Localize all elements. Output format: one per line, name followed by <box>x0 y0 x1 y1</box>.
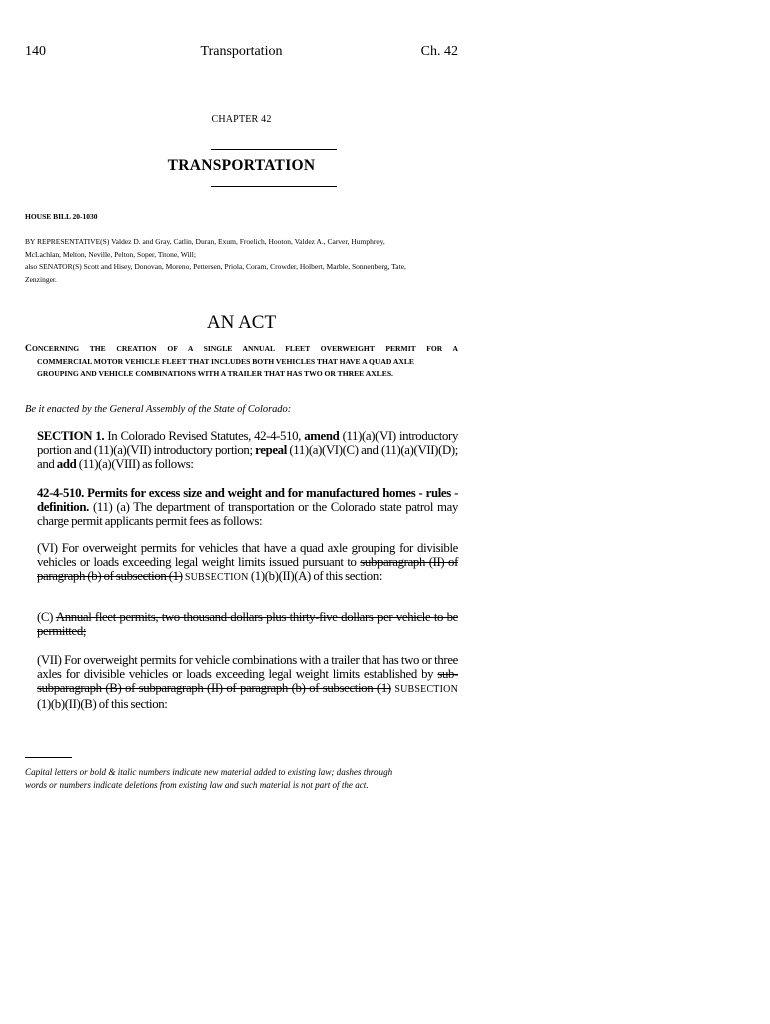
statute-text: (11) (a) The department of transportation or the Colorado state patrol may charge permit applicants permit fees as follows: <box>37 500 458 528</box>
section-label: SECTION 1. <box>37 429 105 443</box>
deleted-text: sub-subparagraph (B) of subparagraph (II) of paragraph (b) of subsection (1) <box>37 667 458 695</box>
chapter-number: CHAPTER 42 <box>211 114 272 125</box>
paragraph-c <box>25 610 458 638</box>
footnote <box>25 766 465 791</box>
enacting-clause: Be it enacted by the General Assembly of the State of Colorado: <box>25 404 292 415</box>
act-heading: AN ACT <box>206 312 277 333</box>
section-text: (11)(a)(VI) introductory portion and (11)(a)(VII) introductory portion; <box>37 429 458 457</box>
running-head <box>25 44 458 66</box>
chapter-title: TRANSPORTATION <box>167 157 316 174</box>
deleted-text: subparagraph (II) of paragraph (b) of subsection (1) <box>37 555 458 583</box>
act-subject <box>25 343 458 381</box>
paragraph-label: (C) <box>37 610 56 624</box>
act-subject-initial: C <box>25 343 32 354</box>
act-subject-line: COMMERCIAL MOTOR VEHICLE FLEET THAT INCLUDES BOTH VEHICLES THAT HAVE A QUAD AXLE <box>37 356 414 366</box>
sponsors-line: McLachlan, Melton, Neville, Pelton, Soper, Titone, Will; <box>25 249 196 259</box>
title-rule-top <box>211 149 337 150</box>
paragraph-vi <box>25 541 458 585</box>
chapter-reference: Ch. 42 <box>420 44 458 59</box>
sponsors-line: BY REPRESENTATIVE(S) Valdez D. and Gray, Catlin, Duran, Exum, Froelich, Hooton, Valdez A., Carver, Humphrey, <box>25 237 385 246</box>
section-text: (11)(a)(VI)(C) and (11)(a)(VII)(D); and <box>37 443 458 471</box>
act-subject-line: GROUPING AND VEHICLE COMBINATIONS WITH A TRAILER THAT HAS TWO OR THREE AXLES. <box>37 369 393 378</box>
footnote-rule <box>25 757 72 758</box>
act-subject-line <box>25 343 458 356</box>
added-text: SUBSECTION <box>182 572 249 583</box>
title-rule-bottom <box>211 186 337 187</box>
paragraph-text: (1)(b)(II)(A) of this section: <box>248 569 383 583</box>
act-subject-line1-text: ONCERNING THE CREATION OF A SINGLE ANNUAL FLEET OVERWEIGHT PERMIT FOR A <box>31 344 458 353</box>
footnote-line: Capital letters or bold & italic numbers indicate new material added to existing law; dashes through <box>25 767 393 777</box>
section-text: In Colorado Revised Statutes, 42-4-510, <box>104 429 305 443</box>
sponsors-line: also SENATOR(S) Scott and Hisey, Donovan, Moreno, Pettersen, Priola, Coram, Crowder, Holbert, Marble, Sonnenberg, Tate, <box>25 262 406 272</box>
running-head-title: Transportation <box>200 44 283 59</box>
paragraph-vii <box>25 653 458 711</box>
paragraph-text: (VI) For overweight permits for vehicles that have a quad axle grouping for divisible vehicles or loads exceeding legal weight limits issued pursuant to <box>37 541 458 569</box>
page-number: 140 <box>25 44 46 59</box>
statute-heading: 42-4-510. Permits for excess size and weight and for manufactured homes - rules - definition. <box>37 486 458 514</box>
amend-keyword: amend <box>304 429 340 443</box>
repeal-keyword: repeal <box>255 443 287 457</box>
section-1-paragraph <box>25 429 458 471</box>
added-text: SUBSECTION <box>390 684 458 695</box>
deleted-text: Annual fleet permits, two thousand dollars plus thirty-five dollars per vehicle to be permitted; <box>37 610 458 638</box>
sponsors-list <box>25 236 458 287</box>
add-keyword: add <box>56 457 77 471</box>
paragraph-text: (VII) For overweight permits for vehicle combinations with a trailer that has two or three axles for divisible vehicles or loads exceeding legal weight limits established by <box>37 653 458 681</box>
bill-number: HOUSE BILL 20-1030 <box>25 212 98 221</box>
paragraph-text: (1)(b)(II)(B) of this section: <box>37 697 168 711</box>
statute-paragraph <box>25 486 458 528</box>
footnote-line: words or numbers indicate deletions from existing law and such material is not part of the act. <box>25 779 369 790</box>
sponsors-line: Zenzinger. <box>25 275 57 285</box>
section-text: (11)(a)(VIII) as follows: <box>76 457 194 471</box>
